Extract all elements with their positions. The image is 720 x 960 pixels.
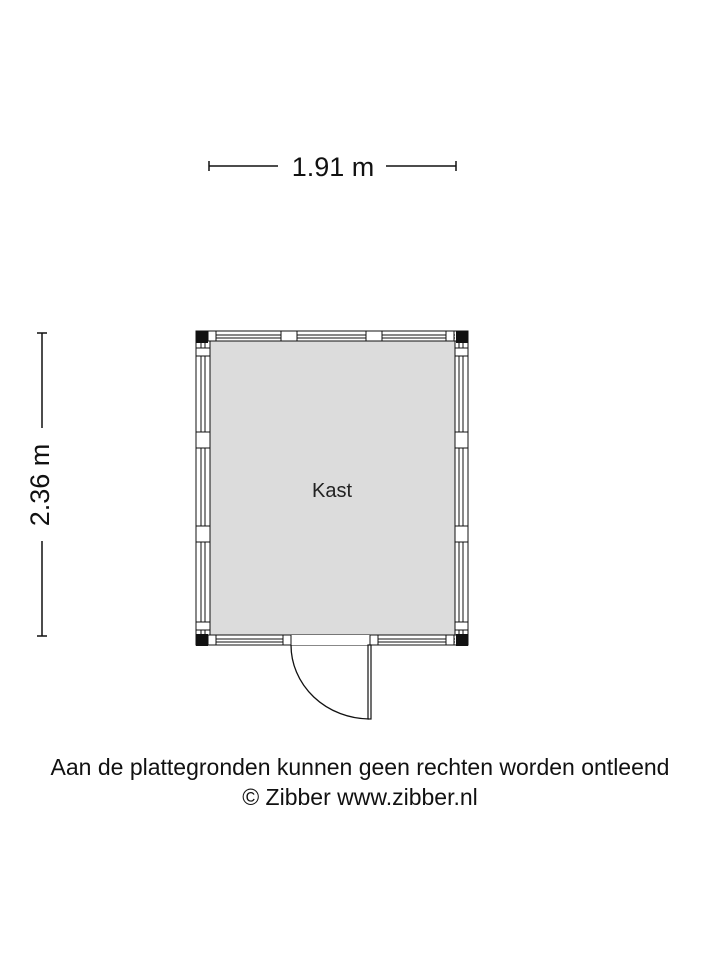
joint-left-1 <box>196 348 210 356</box>
joint-bottom-left <box>208 635 216 645</box>
joint-bottom-2 <box>370 635 378 645</box>
joint-top-right <box>446 331 454 341</box>
joint-left-2 <box>196 432 210 448</box>
joint-top-left <box>208 331 216 341</box>
door-opening <box>291 635 370 645</box>
joint-right-3 <box>455 526 468 542</box>
copyright-text: © Zibber www.zibber.nl <box>242 784 478 810</box>
joint-top-2 <box>366 331 382 341</box>
door <box>291 635 371 719</box>
door-swing-arc <box>291 645 369 719</box>
wall-left <box>196 341 210 635</box>
corner-post-top-left <box>196 331 208 343</box>
joint-bottom-right <box>446 635 454 645</box>
disclaimer-text: Aan de plattegronden kunnen geen rechten worden ontleend <box>50 754 670 780</box>
joint-right-1 <box>455 348 468 356</box>
joint-right-2 <box>455 432 468 448</box>
door-leaf <box>368 645 371 719</box>
joint-top-1 <box>281 331 297 341</box>
width-dimension-label: 1.91 m <box>291 152 375 182</box>
width-dimension <box>209 152 456 182</box>
corner-post-bottom-right <box>456 634 468 646</box>
joint-right-4 <box>455 622 468 630</box>
wall-top <box>196 331 468 341</box>
corner-post-top-right <box>456 331 468 343</box>
joint-left-4 <box>196 622 210 630</box>
height-dimension <box>25 333 55 636</box>
room-label-kast: Kast <box>311 480 353 502</box>
joint-left-3 <box>196 526 210 542</box>
corner-post-bottom-left <box>196 634 208 646</box>
height-dimension-label: 2.36 m <box>25 443 56 527</box>
wall-right <box>455 341 468 635</box>
joint-bottom-1 <box>283 635 291 645</box>
